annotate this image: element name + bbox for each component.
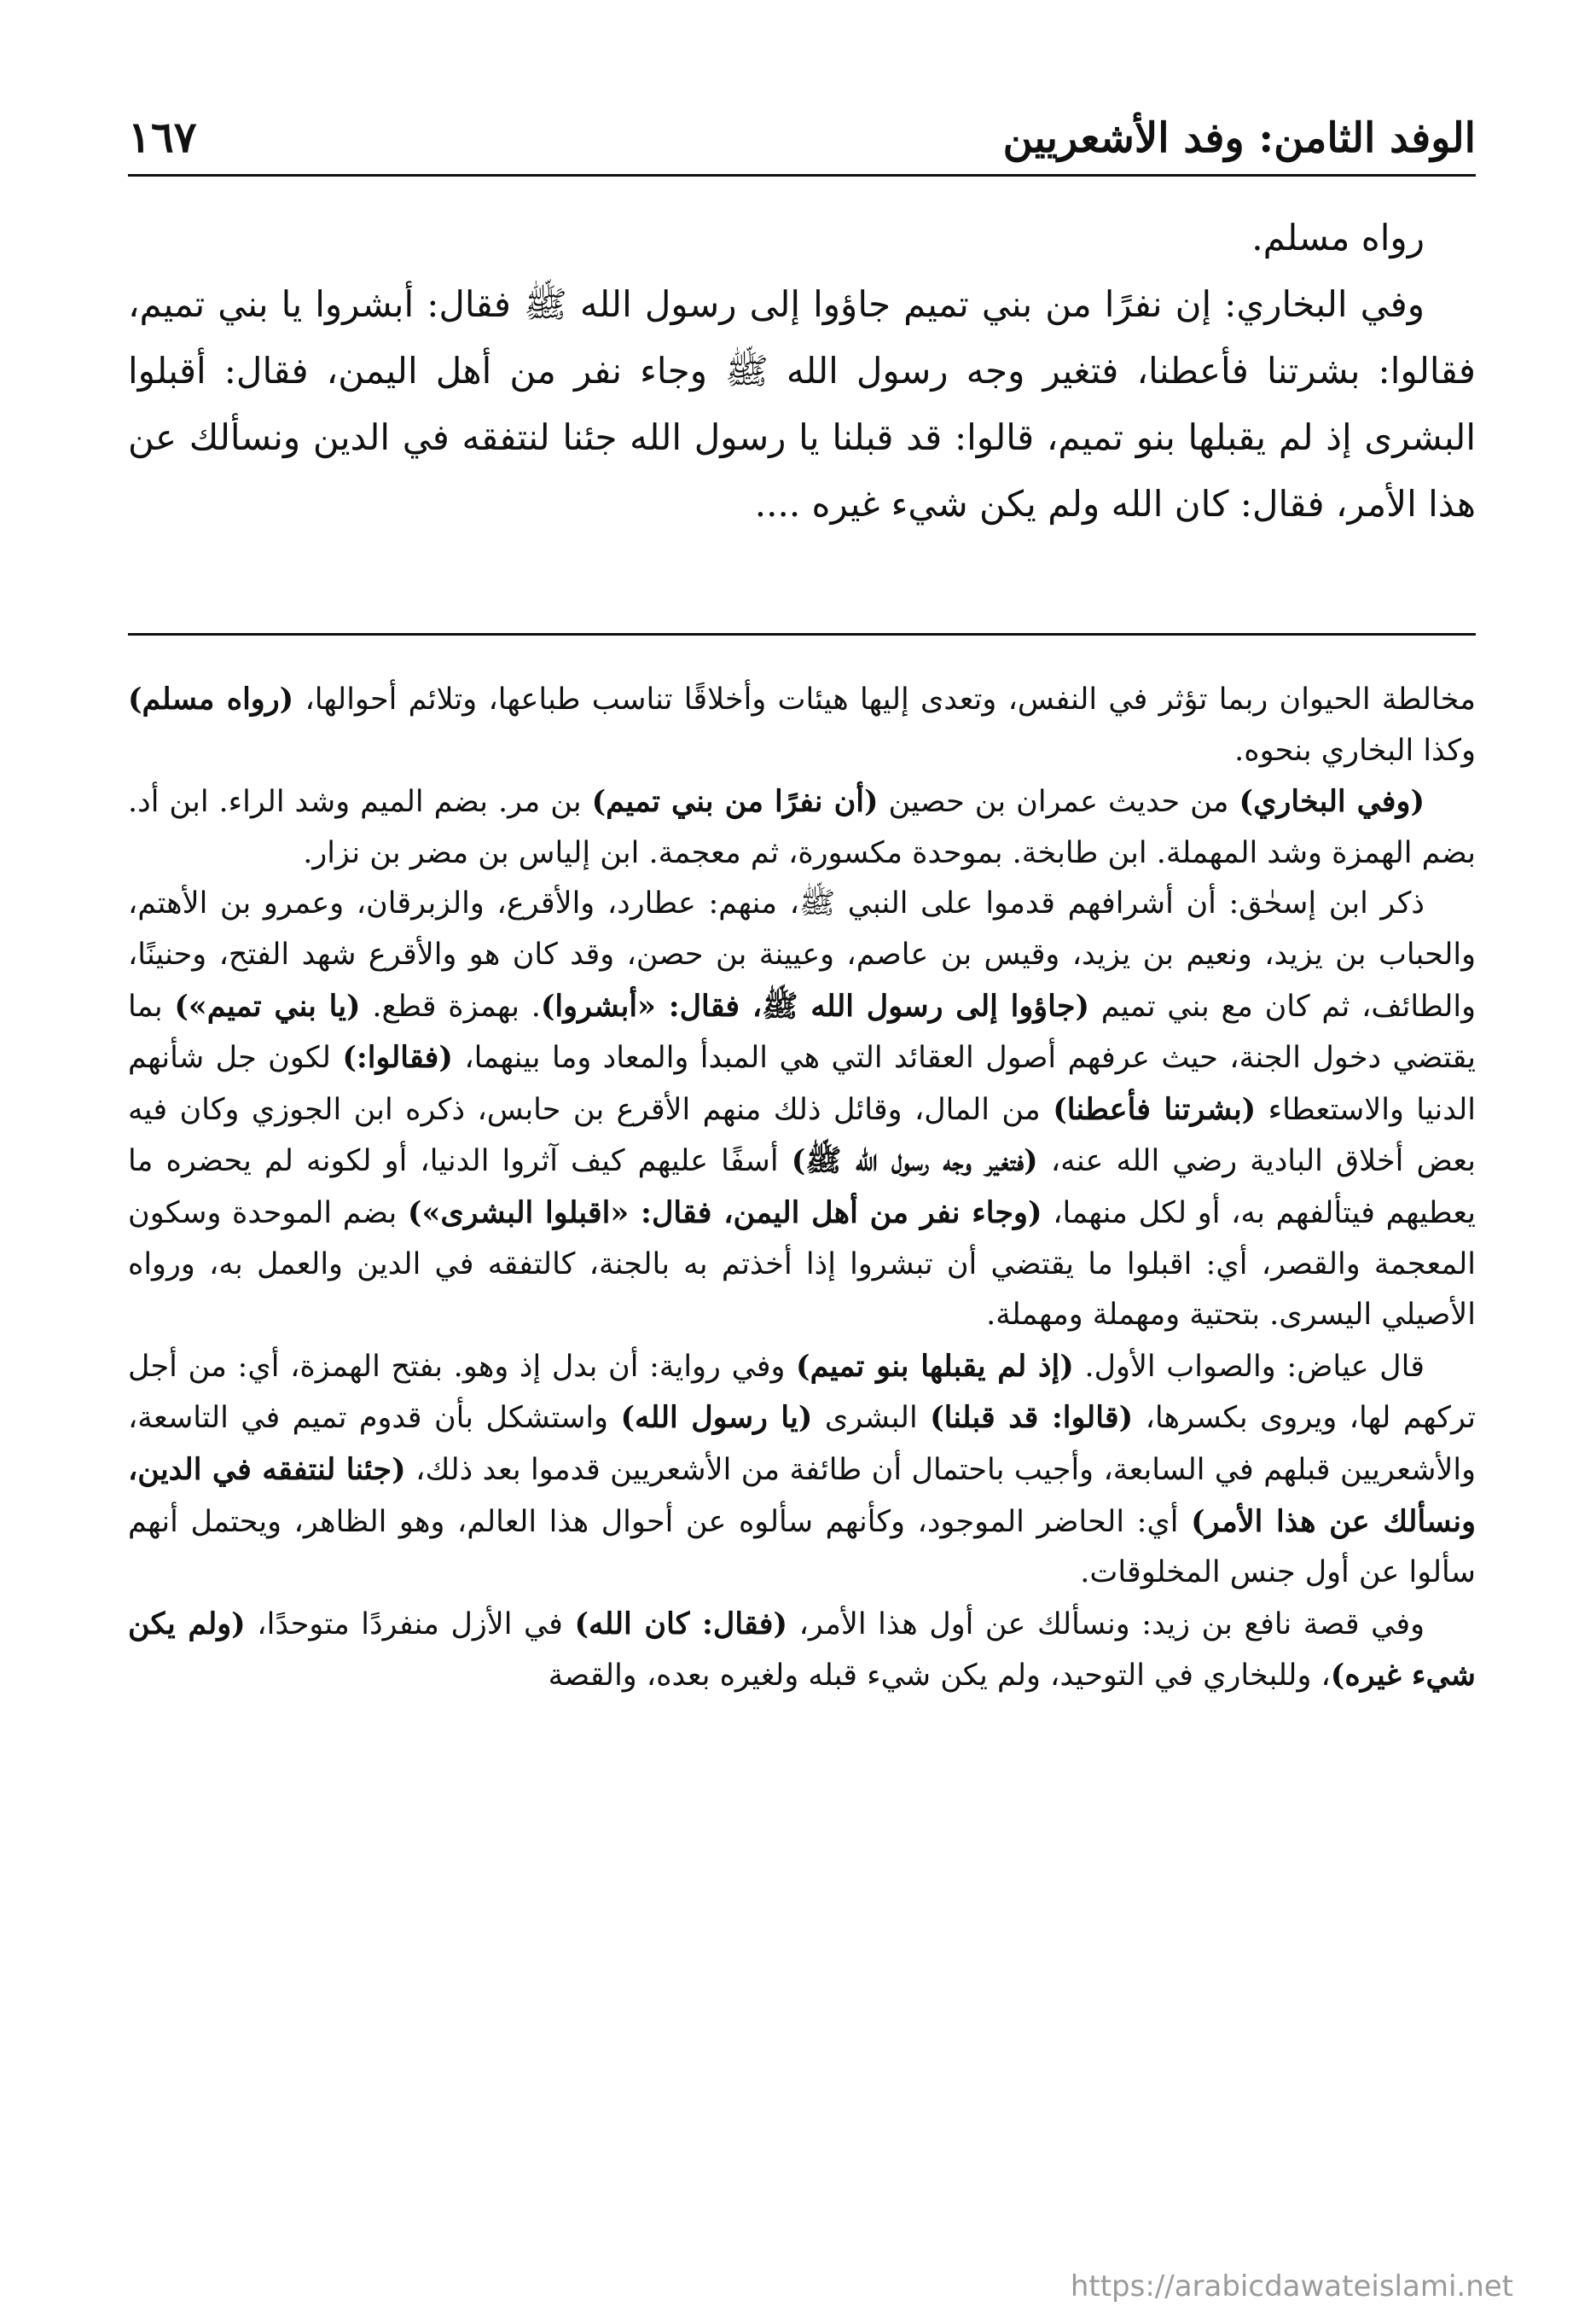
commentary-paragraph — [128, 879, 1476, 1340]
commentary-run: البشرى — [812, 1401, 931, 1436]
commentary-run: وكذا البخاري بنحوه. — [1234, 733, 1476, 768]
commentary-divider — [128, 633, 1476, 636]
commentary-run: بضم الموحدة وسكون المعجمة والقصر، أي: اقبلوا ما يقتضي أن تبشروا إذا أخذتم به بالجنة، كالتفقه في الدين والعمل به، ورواه الأصيلي اليسرى. بتحتية ومهملة ومهملة. — [128, 1195, 1476, 1333]
header-divider — [128, 174, 1476, 177]
hadith-text — [128, 205, 1476, 537]
quoted-phrase: (يا بني تميم») — [174, 988, 361, 1024]
commentary-run: بما يقتضي دخول الجنة، حيث عرفهم أصول العقائد التي هي المبدأ والمعاد وما بينهما، — [128, 989, 1477, 1076]
commentary-run: وفي رواية: أن بدل إذ وهو. بفتح الهمزة، أي: من أجل تركهم لها، ويروى بكسرها، — [128, 1349, 1476, 1436]
source-watermark: https://arabicdawateislami.net — [1070, 2269, 1513, 2304]
commentary-run: ذكر ابن إسحٰق: أن أشرافهم قدموا على النبي ﷺ، منهم: عطارد، والأقرع، والزبرقان، وعمرو بن الأهتم، والحباب بن يزيد، ونعيم بن يزيد، وقيس بن عاصم، وعيينة بن حصن، وقد كان هو والأقرع شهد الفتح، وحنينًا، والطائف، ثم كان مع بني تميم — [128, 886, 1477, 1024]
hadith-paragraph: رواه مسلم. — [1251, 217, 1425, 259]
quoted-phrase: (جئنا لنتفقه في الدين، ونسألك عن هذا الأمر) — [128, 1451, 1476, 1539]
commentary-text — [128, 674, 1476, 1702]
quoted-phrase: (فقالوا:) — [342, 1040, 453, 1076]
quoted-phrase: (ولم يكن شيء غيره) — [128, 1606, 1476, 1694]
commentary-paragraph — [128, 1599, 1476, 1702]
quoted-phrase: (يا رسول الله) — [620, 1400, 813, 1436]
commentary-run: بن مر. بضم الميم وشد الراء. ابن أد. بضم الهمزة وشد المهملة. ابن طابخة. بموحدة مكسورة، ثم معجمة. ابن إلياس بن مضر بن نزار. — [128, 785, 1476, 870]
commentary-paragraph — [128, 776, 1476, 879]
quoted-phrase: (بشرتنا فأعطنا) — [1053, 1091, 1257, 1127]
quoted-phrase: (فقال: كان الله) — [574, 1606, 788, 1641]
book-page — [128, 0, 1476, 2324]
commentary-run: . بهمزة قطع. — [360, 989, 541, 1024]
commentary-run: قال عياض: والصواب الأول. — [1073, 1349, 1425, 1384]
hadith-paragraph: وفي البخاري: إن نفرًا من بني تميم جاؤوا إلى رسول الله ﷺ فقال: أبشروا يا بني تميم، فقالوا: بشرتنا فأعطنا، فتغير وجه رسول الله ﷺ وجاء نفر من أهل اليمن، فقال: أقبلوا البشرى إذ لم يقبلها بنو تميم، قالوا: قد قبلنا يا رسول الله جئنا لنتفقه في الدين ونسألك عن هذا الأمر، فقال: كان الله ولم يكن شيء غيره .... — [128, 283, 1476, 525]
commentary-run: من المال، وقائل ذلك منهم الأقرع بن حابس، ذكره ابن الجوزي وكان فيه بعض أخلاق البادية رضي الله عنه، — [128, 1092, 1477, 1179]
commentary-run: مخالطة الحيوان ربما تؤثر في النفس، وتعدى إليها هيئات وأخلاقًا تناسب طباعها، وتلائم أحوالها، — [293, 683, 1476, 717]
commentary-run: أي: الحاضر الموجود، وكأنهم سألوه عن أحوال هذا العالم، وهو الظاهر، ويحتمل أنهم سألوا عن أول جنس المخلوقات. — [128, 1504, 1476, 1590]
commentary-paragraph — [128, 1341, 1476, 1599]
commentary-paragraph — [128, 674, 1476, 776]
commentary-run: في الأزل منفردًا متوحدًا، — [245, 1606, 575, 1641]
page-number: ١٦٧ — [128, 112, 197, 162]
quoted-phrase: (رواه مسلم) — [128, 682, 294, 717]
quoted-phrase: (إذ لم يقبلها بنو تميم) — [796, 1348, 1074, 1384]
commentary-run: لكون جل شأنهم الدنيا والاستعطاء — [128, 1041, 1477, 1127]
commentary-run: أسفًا عليهم كيف آثروا الدنيا، أو لكونه لم يحضره ما يعطيهم فيتألفهم به، أو لكل منهما، — [128, 1144, 1476, 1230]
commentary-run: وفي قصة نافع بن زيد: ونسألك عن أول هذا الأمر، — [787, 1606, 1425, 1641]
quoted-phrase: (أن نفرًا من بني تميم) — [591, 784, 879, 820]
quoted-phrase: (فتغير وجه رسول الله ﷺ) — [791, 1143, 1038, 1179]
quoted-phrase: (وفي البخاري) — [1239, 784, 1425, 820]
running-title: الوفد الثامن: وفد الأشعريين — [1002, 114, 1476, 162]
quoted-phrase: (قالوا: قد قبلنا) — [930, 1400, 1134, 1436]
commentary-run: واستشكل بأن قدوم تميم في التاسعة، والأشعريين قبلهم في السابعة، وأجيب باحتمال أن طائفة من الأشعريين قدموا بعد ذلك، — [128, 1401, 1477, 1487]
commentary-run: ، وللبخاري في التوحيد، ولم يكن شيء قبله ولغيره بعده، والقصة — [548, 1659, 1331, 1694]
quoted-phrase: (جاؤوا إلى رسول الله ﷺ، فقال: «أبشروا) — [540, 988, 1090, 1024]
quoted-phrase: (وجاء نفر من أهل اليمن، فقال: «اقبلوا البشرى») — [407, 1194, 1042, 1230]
commentary-run: من حديث عمران بن حصين — [878, 785, 1239, 820]
page-header — [128, 85, 1476, 162]
